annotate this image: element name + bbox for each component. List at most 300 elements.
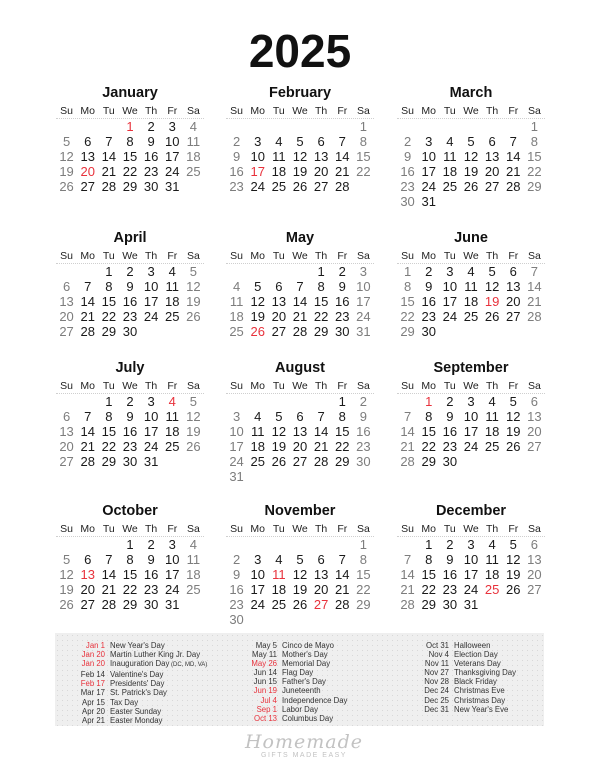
weekday-label: Mo [421,105,436,117]
day-cell: 16 [122,424,138,439]
day-cell: 23 [335,309,350,324]
day-cell: 13 [313,567,329,582]
holiday-name: Mother's Day [282,650,328,660]
empty-cell [226,119,247,134]
day-cell: 7 [338,134,346,149]
day-cell: 21 [527,294,542,309]
day-cell: 14 [80,424,95,439]
day-cell: 1 [425,537,433,552]
day-cell: 25 [271,597,287,612]
holiday-date: Nov 28 [424,677,449,687]
day-cell: 6 [84,552,92,567]
holiday-name: Presidents' Day [110,679,165,689]
month-october [56,502,204,612]
day-cell: 24 [165,164,180,179]
day-cell: 11 [464,279,478,294]
day-cell: 14 [527,279,542,294]
day-cell: 10 [463,409,479,424]
day-cell: 17 [463,567,479,582]
day-cell: 6 [509,264,517,279]
day-cell: 18 [271,164,287,179]
day-cell: 3 [254,552,262,567]
day-cell: 19 [59,164,74,179]
day-cell: 7 [105,552,113,567]
holiday-name: Memorial Day [282,659,331,669]
day-cell: 25 [186,582,201,597]
weekday-label: Mo [250,105,265,117]
day-cell: 21 [101,164,117,179]
day-cell: 16 [400,164,415,179]
holiday-row [405,696,516,705]
day-cell: 12 [59,567,74,582]
holiday-row [61,716,207,725]
weekday-label: Th [145,250,158,262]
weekday-label: Fr [337,250,348,262]
day-cell: 26 [463,179,479,194]
weekday-label: Tu [272,250,285,262]
holiday-name: Independence Day [282,695,348,705]
holiday-name: Inauguration Day (DC, MD, VA) [110,659,208,669]
weekday-label: Th [145,105,158,117]
empty-cell [503,119,524,134]
day-cell: 10 [421,149,436,164]
day-cell: 11 [165,279,180,294]
day-cell: 29 [101,324,117,339]
weekday-label: We [122,523,138,535]
day-cell: 14 [313,424,329,439]
holiday-date: Feb 17 [80,679,105,689]
weekday-label: Mo [421,523,436,535]
brand-tagline: GIFTS MADE EASY [261,752,347,759]
day-cell: 29 [122,597,138,612]
day-cell: 4 [232,279,241,294]
day-cell: 10 [143,409,159,424]
day-cell: 26 [506,439,521,454]
day-cell: 27 [59,324,74,339]
holiday-date: May 5 [255,641,277,650]
holiday-name: Columbus Day [282,713,334,723]
empty-cell [439,119,460,134]
day-cell: 17 [250,164,265,179]
day-cell: 10 [442,279,458,294]
day-cell: 4 [189,537,198,552]
month-april [56,229,204,339]
day-cell: 25 [484,439,500,454]
day-cell: 1 [105,394,113,409]
holiday-name: Labor Day [282,704,318,714]
day-cell: 17 [165,567,180,582]
day-cell: 9 [147,552,155,567]
month-september [397,359,545,469]
empty-cell [98,119,119,134]
weekday-header [397,104,545,119]
holiday-column-3 [405,641,516,714]
day-cell: 28 [400,454,415,469]
empty-cell [332,537,353,552]
day-cell: 13 [527,552,542,567]
day-cell: 18 [442,164,458,179]
day-cell: 30 [421,324,436,339]
day-cell: 19 [463,164,479,179]
day-cell: 10 [250,149,265,164]
day-cell: 26 [271,454,287,469]
weekday-label: Fr [337,523,348,535]
day-grid [56,119,204,194]
holiday-row [233,686,347,695]
empty-cell [268,394,289,409]
weekday-header [226,104,374,119]
weekday-label: Su [401,250,414,262]
day-cell: 5 [189,394,198,409]
weekday-label: Sa [186,105,200,117]
holiday-date: Nov 4 [428,650,449,660]
day-cell: 27 [527,439,542,454]
day-cell: 28 [292,324,308,339]
day-cell: 2 [403,134,412,149]
day-cell: 21 [400,439,415,454]
day-cell: 18 [484,567,500,582]
day-cell: 15 [335,424,350,439]
day-cell: 20 [80,582,95,597]
day-cell: 3 [254,134,262,149]
weekday-label: Mo [250,250,265,262]
empty-cell [56,537,77,552]
holiday-row [405,668,516,677]
day-cell: 19 [186,294,201,309]
holiday-date: Dec 31 [424,704,449,714]
day-cell: 18 [463,294,479,309]
day-cell: 12 [484,279,500,294]
day-cell: 28 [80,324,95,339]
holiday-row [233,641,347,650]
weekday-label: We [122,105,138,117]
day-cell: 23 [442,582,458,597]
empty-cell [397,537,418,552]
holiday-date: Jun 15 [253,677,277,687]
day-cell: 20 [59,439,74,454]
day-cell: 12 [292,149,308,164]
day-cell: 19 [59,582,74,597]
day-cell: 27 [313,179,329,194]
day-cell: 14 [101,149,117,164]
day-grid [397,394,545,469]
weekday-label: Sa [527,250,541,262]
day-cell: 17 [463,424,479,439]
weekday-label: We [292,523,308,535]
day-cell: 12 [292,567,308,582]
day-cell: 21 [400,582,415,597]
day-cell: 26 [506,582,521,597]
day-cell: 11 [272,149,286,164]
day-cell: 10 [165,552,180,567]
empty-cell [268,537,289,552]
day-cell: 6 [296,409,304,424]
weekday-label: Su [401,105,414,117]
day-cell: 15 [122,149,138,164]
empty-cell [332,119,353,134]
day-cell: 24 [356,309,371,324]
day-cell: 28 [400,597,415,612]
day-cell: 12 [186,409,201,424]
day-cell: 9 [232,567,241,582]
day-cell: 6 [62,279,71,294]
day-cell: 23 [143,582,159,597]
holiday-date: Oct 31 [426,641,449,650]
day-cell: 9 [425,279,433,294]
day-cell: 11 [186,134,201,149]
day-cell: 1 [126,119,134,134]
day-cell: 23 [122,439,138,454]
holiday-row [405,686,516,695]
day-cell: 24 [463,439,479,454]
day-cell: 9 [403,149,412,164]
holiday-name: Cinco de Mayo [282,641,335,650]
day-cell: 15 [101,424,117,439]
weekday-label: Tu [102,380,115,392]
day-cell: 1 [317,264,325,279]
weekday-header [226,522,374,537]
weekday-label: Fr [508,105,519,117]
holiday-name: Juneteenth [282,686,321,696]
day-cell: 19 [292,164,308,179]
day-cell: 26 [292,179,308,194]
holiday-name: Thanksgiving Day [454,668,516,678]
brand-script: Homemade [244,731,364,753]
month-name: February [268,85,332,101]
day-cell: 6 [530,537,539,552]
weekday-header [397,522,545,537]
weekday-label: Su [60,105,73,117]
holiday-date: Jan 1 [85,641,105,650]
holiday-row [405,650,516,659]
day-cell: 18 [250,439,265,454]
day-cell: 24 [229,454,244,469]
day-cell: 1 [403,264,412,279]
weekday-label: Su [230,250,243,262]
empty-cell [289,264,310,279]
day-cell: 7 [338,552,346,567]
holiday-row [61,688,207,697]
weekday-label: Tu [443,523,456,535]
day-cell: 14 [335,567,350,582]
holiday-row [61,641,207,650]
weekday-label: Sa [356,523,370,535]
day-cell: 29 [527,179,542,194]
day-cell: 19 [292,582,308,597]
day-grid [226,119,374,194]
day-cell: 22 [101,439,117,454]
day-cell: 29 [122,179,138,194]
day-cell: 30 [122,324,138,339]
day-cell: 8 [105,279,113,294]
day-cell: 8 [105,409,113,424]
day-cell: 6 [275,279,283,294]
day-cell: 25 [271,179,287,194]
holiday-name: Election Day [454,650,498,660]
holiday-date: May 26 [251,659,277,669]
weekday-label: We [292,380,308,392]
day-cell: 30 [442,454,458,469]
day-cell: 27 [527,582,542,597]
day-cell: 21 [80,439,95,454]
day-cell: 29 [101,454,117,469]
empty-cell [77,537,98,552]
holiday-name: Black Friday [454,677,497,687]
day-cell: 26 [59,597,74,612]
weekday-label: Tu [272,523,285,535]
weekday-label: We [122,250,138,262]
day-cell: 25 [463,309,479,324]
day-cell: 17 [356,294,371,309]
day-cell: 13 [80,567,95,582]
holiday-date: Dec 25 [424,695,449,705]
weekday-label: Sa [527,523,541,535]
holiday-date: Jan 20 [81,650,105,660]
day-cell: 21 [101,582,117,597]
day-cell: 9 [126,279,134,294]
day-cell: 12 [250,294,265,309]
empty-cell [77,119,98,134]
holiday-date: May 11 [252,650,277,660]
day-cell: 13 [80,149,95,164]
day-cell: 17 [250,582,265,597]
day-cell: 11 [186,552,201,567]
day-cell: 3 [168,537,176,552]
weekday-label: Tu [102,250,115,262]
day-grid [397,537,545,612]
day-cell: 7 [105,134,113,149]
weekday-label: Mo [80,250,95,262]
holiday-name: Easter Monday [110,715,163,725]
weekday-label: Su [230,105,243,117]
weekday-header [226,379,374,394]
weekday-label: Su [401,380,414,392]
day-cell: 31 [356,324,371,339]
day-cell: 7 [317,409,325,424]
day-cell: 4 [488,537,496,552]
day-cell: 16 [143,567,159,582]
day-cell: 5 [488,264,496,279]
holiday-date: Apr 21 [82,715,105,725]
empty-cell [56,264,77,279]
day-cell: 16 [356,424,371,439]
empty-cell [98,537,119,552]
day-cell: 20 [506,294,521,309]
day-cell: 20 [527,567,542,582]
day-cell: 4 [275,552,283,567]
day-cell: 29 [421,597,436,612]
weekday-label: Su [60,250,73,262]
day-cell: 7 [403,409,412,424]
month-name: July [115,360,145,376]
day-cell: 26 [186,309,201,324]
empty-cell [56,394,77,409]
day-cell: 7 [84,279,92,294]
day-cell: 11 [485,409,499,424]
day-cell: 1 [359,537,368,552]
day-cell: 28 [335,179,350,194]
day-cell: 4 [168,394,176,409]
day-cell: 2 [147,537,155,552]
day-cell: 11 [485,552,499,567]
day-cell: 5 [62,552,71,567]
day-cell: 22 [421,582,436,597]
empty-cell [397,119,418,134]
weekday-label: We [463,105,479,117]
empty-cell [289,394,310,409]
day-cell: 14 [292,294,308,309]
weekday-label: Th [315,250,328,262]
weekday-label: Th [145,380,158,392]
day-cell: 15 [356,567,371,582]
holiday-row [61,650,207,659]
weekday-label: Th [315,380,328,392]
weekday-label: Th [145,523,158,535]
day-cell: 22 [313,309,329,324]
day-grid [226,394,374,484]
day-cell: 19 [271,439,287,454]
day-cell: 8 [126,552,134,567]
month-august [226,359,374,484]
weekday-label: Sa [356,250,370,262]
day-cell: 17 [442,294,458,309]
day-cell: 5 [467,134,475,149]
day-cell: 23 [143,164,159,179]
month-name: November [264,503,336,519]
holiday-name: Martin Luther King Jr. Day [110,650,201,660]
day-cell: 1 [105,264,113,279]
day-cell: 10 [229,424,244,439]
day-cell: 26 [484,309,500,324]
day-cell: 24 [442,309,458,324]
weekday-label: Sa [527,105,541,117]
day-cell: 13 [313,149,329,164]
day-cell: 23 [400,179,415,194]
day-cell: 30 [356,454,371,469]
day-cell: 1 [338,394,346,409]
day-cell: 6 [530,394,539,409]
day-cell: 27 [292,454,308,469]
empty-cell [311,537,332,552]
day-cell: 28 [101,597,117,612]
weekday-label: Mo [80,105,95,117]
holiday-row [405,659,516,668]
weekday-label: We [292,250,308,262]
weekday-label: Sa [356,380,370,392]
day-grid [226,264,374,339]
day-cell: 5 [254,279,262,294]
day-cell: 24 [463,582,479,597]
brand-logo [244,732,364,760]
day-cell: 5 [275,409,283,424]
day-cell: 1 [425,394,433,409]
holiday-row [233,696,347,705]
empty-cell [247,119,268,134]
weekday-label: Tu [272,380,285,392]
day-cell: 15 [421,424,436,439]
empty-cell [482,119,503,134]
day-cell: 30 [143,179,159,194]
day-cell: 18 [165,294,180,309]
day-cell: 8 [338,409,346,424]
holiday-date: Sep 1 [256,704,277,714]
weekday-label: Sa [186,250,200,262]
weekday-label: Fr [337,105,348,117]
day-cell: 19 [506,424,521,439]
weekday-label: We [463,380,479,392]
day-cell: 26 [186,439,201,454]
holiday-row [233,677,347,686]
